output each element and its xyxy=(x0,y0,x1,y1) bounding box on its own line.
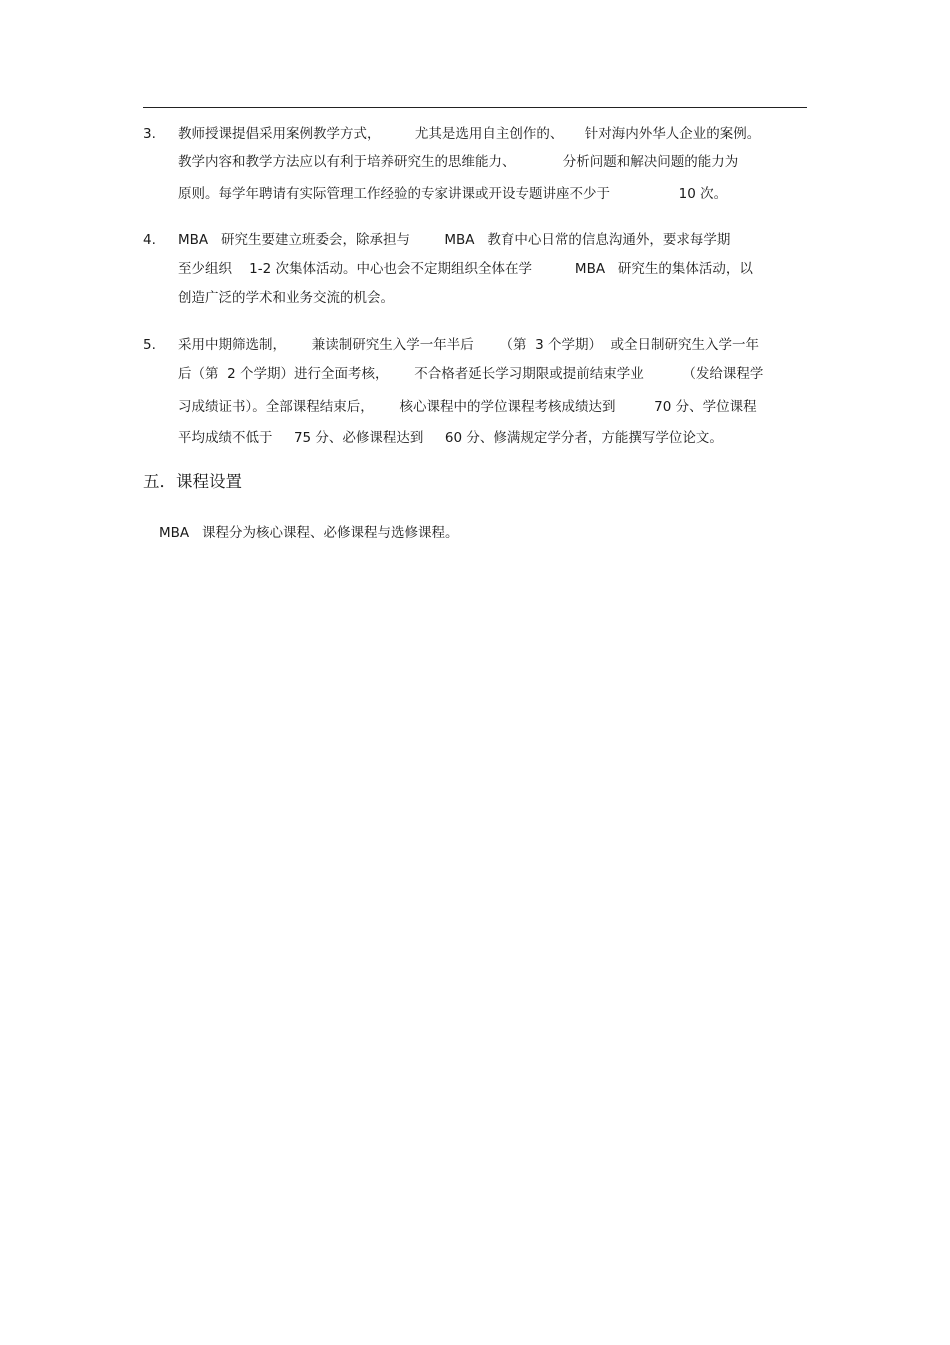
header-rule xyxy=(143,107,807,108)
item-line: 采用中期筛选制， 兼读制研究生入学一年半后 （第 3 个学期） 或全日制研究生入学一年 xyxy=(178,337,760,353)
item-number: 4. xyxy=(143,232,156,248)
item-line: 后（第 2 个学期）进行全面考核， 不合格者延长学习期限或提前结束学业 （发给课程学 xyxy=(178,366,764,382)
item-line: 至少组织 1-2 次集体活动。中心也会不定期组织全体在学 MBA 研究生的集体活动，以 xyxy=(178,261,753,277)
item-number: 3. xyxy=(143,126,156,142)
item-line: 教师授课提倡采用案例教学方式， 尤其是选用自主创作的、 针对海内外华人企业的案例。 xyxy=(178,126,761,142)
item-line: 习成绩证书）。全部课程结束后， 核心课程中的学位课程考核成绩达到 70 分、学位课程 xyxy=(178,399,757,415)
item-line: 创造广泛的学术和业务交流的机会。 xyxy=(178,290,394,306)
item-number: 5. xyxy=(143,337,156,353)
item-line: 平均成绩不低于 75 分、必修课程达到 60 分、修满规定学分者，方能撰写学位论文。 xyxy=(178,430,723,446)
section-heading: 五．课程设置 xyxy=(143,472,242,491)
item-line: 原则。每学年聘请有实际管理工作经验的专家讲课或开设专题讲座不少于 10 次。 xyxy=(178,186,728,202)
item-line: 教学内容和教学方法应以有利于培养研究生的思维能力、 分析问题和解决问题的能力为 xyxy=(178,154,739,170)
section-paragraph: MBA 课程分为核心课程、必修课程与选修课程。 xyxy=(159,525,459,541)
item-line: MBA 研究生要建立班委会，除承担与 MBA 教育中心日常的信息沟通外，要求每学期 xyxy=(178,232,731,248)
